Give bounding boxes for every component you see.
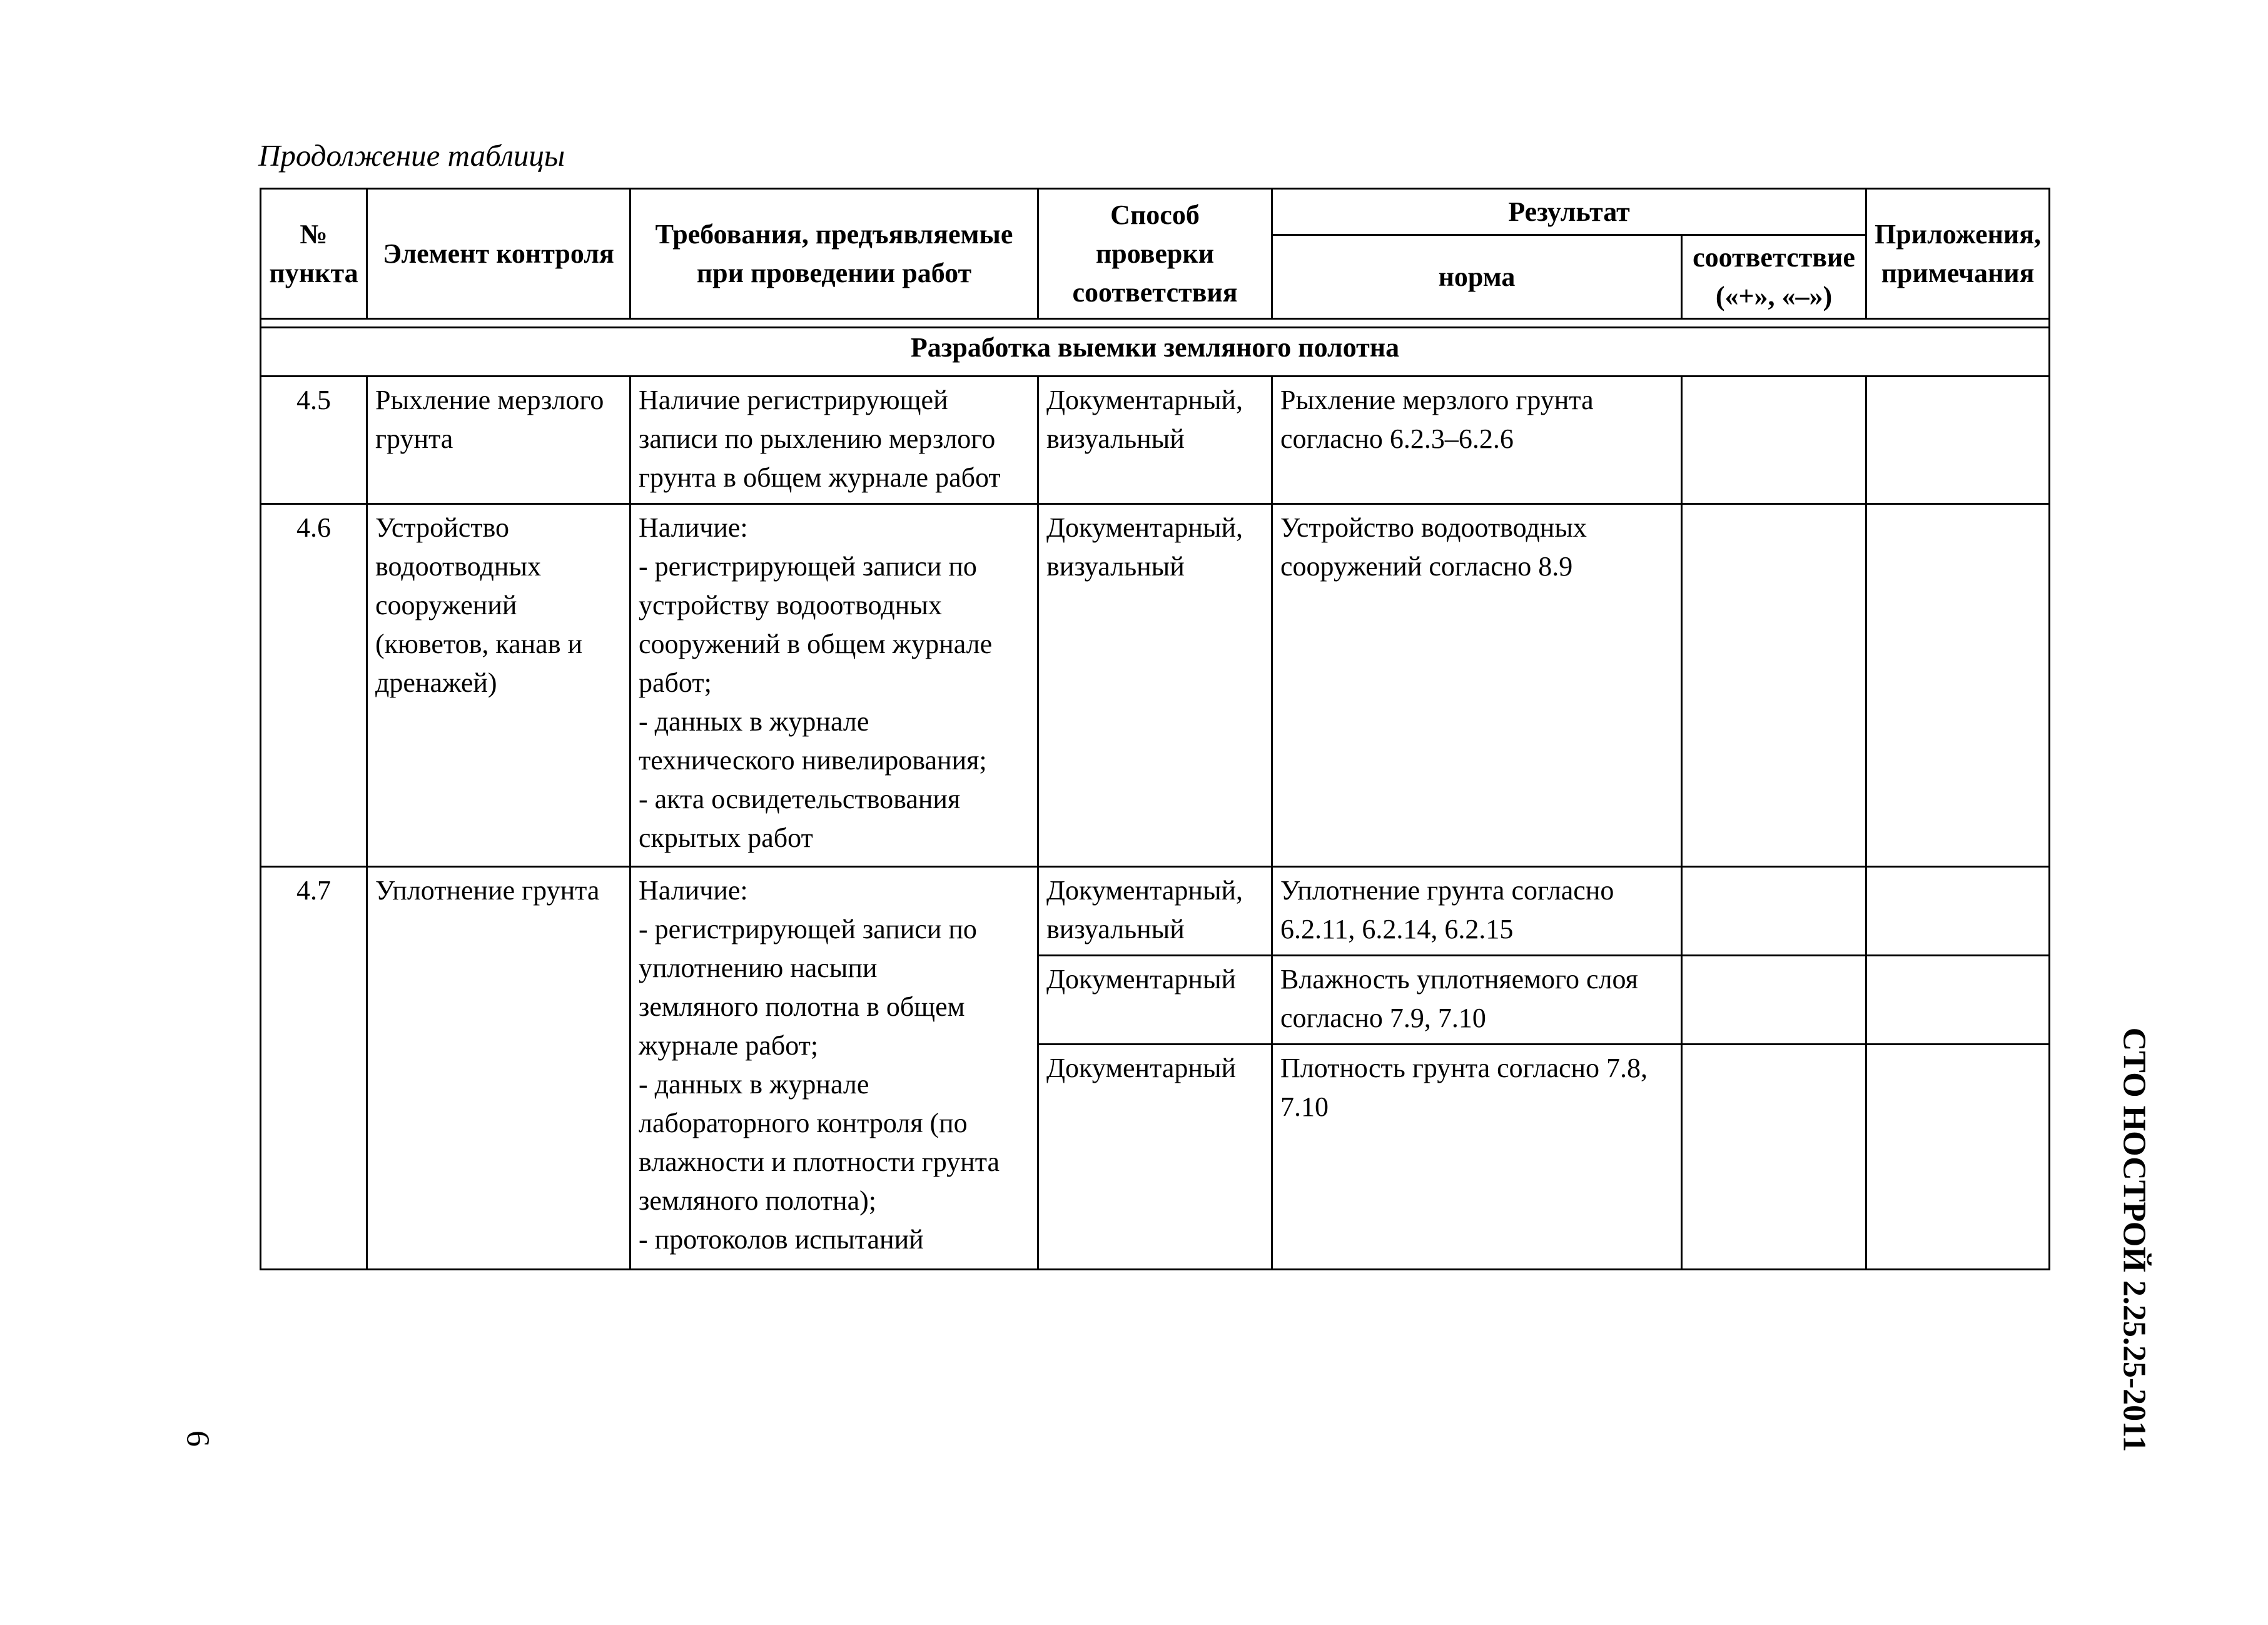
table-row bbox=[261, 377, 2050, 504]
header-compliance: соответствие («+», «–») bbox=[1682, 235, 1866, 319]
item-number: 4.7 bbox=[261, 867, 367, 1270]
document-code-text: СТО НОСТРОЙ 2.25.25-2011 bbox=[2116, 1027, 2152, 1452]
page-number bbox=[179, 1420, 216, 1457]
compliance-cell bbox=[1682, 867, 1866, 956]
compliance-cell bbox=[1682, 504, 1866, 867]
norm-cell: Рыхление мерзлого грунта согласно 6.2.3–6.2.6 bbox=[1272, 377, 1682, 504]
header-notes: Приложения, примечания bbox=[1866, 189, 2050, 319]
document-code bbox=[2115, 1027, 2153, 1452]
method-cell: Документарный, визуальный bbox=[1038, 867, 1272, 956]
header-separator bbox=[261, 319, 2050, 328]
table-row bbox=[261, 504, 2050, 867]
control-element: Устройство водоотводных сооружений (кюветов, канав и дренажей) bbox=[367, 504, 630, 867]
method-cell: Документарный, визуальный bbox=[1038, 377, 1272, 504]
page-number-text: 6 bbox=[180, 1430, 216, 1447]
notes-cell bbox=[1866, 956, 2050, 1045]
header-num: № пункта bbox=[261, 189, 367, 319]
header-requirements: Требования, предъявляемые при проведении работ bbox=[630, 189, 1038, 319]
notes-cell bbox=[1866, 377, 2050, 504]
table-continuation-caption: Продолжение таблицы bbox=[258, 138, 565, 173]
compliance-cell bbox=[1682, 377, 1866, 504]
method-cell: Документарный, визуальный bbox=[1038, 504, 1272, 867]
header-norm: норма bbox=[1272, 235, 1682, 319]
header-element: Элемент контроля bbox=[367, 189, 630, 319]
requirements-cell: Наличие регистрирующей записи по рыхлению мерзлого грунта в общем журнале работ bbox=[630, 377, 1038, 504]
item-number: 4.5 bbox=[261, 377, 367, 504]
section-title: Разработка выемки земляного полотна bbox=[261, 328, 2050, 377]
compliance-cell bbox=[1682, 956, 1866, 1045]
notes-cell bbox=[1866, 504, 2050, 867]
section-row bbox=[261, 328, 2050, 377]
norm-cell: Влажность уплотняемого слоя согласно 7.9, 7.10 bbox=[1272, 956, 1682, 1045]
control-element: Уплотнение грунта bbox=[367, 867, 630, 1270]
table-row bbox=[261, 867, 2050, 956]
control-table bbox=[260, 188, 2050, 1270]
norm-cell: Устройство водоотводных сооружений согласно 8.9 bbox=[1272, 504, 1682, 867]
method-cell: Документарный bbox=[1038, 956, 1272, 1045]
notes-cell bbox=[1866, 867, 2050, 956]
header-method: Способ проверки соответствия bbox=[1038, 189, 1272, 319]
norm-cell: Уплотнение грунта согласно 6.2.11, 6.2.14, 6.2.15 bbox=[1272, 867, 1682, 956]
header-row-1 bbox=[261, 189, 2050, 235]
requirements-cell: Наличие: - регистрирующей записи по уплотнению насыпи земляного полотна в общем журнале работ; - данных в журнале лабораторного контроля (по влажности и плотности грунта земляного полотна); - протоколов испытаний bbox=[630, 867, 1038, 1270]
method-cell: Документарный bbox=[1038, 1045, 1272, 1270]
header-result: Результат bbox=[1272, 189, 1866, 235]
item-number: 4.6 bbox=[261, 504, 367, 867]
notes-cell bbox=[1866, 1045, 2050, 1270]
compliance-cell bbox=[1682, 1045, 1866, 1270]
norm-cell: Плотность грунта согласно 7.8, 7.10 bbox=[1272, 1045, 1682, 1270]
requirements-cell: Наличие: - регистрирующей записи по устройству водоотводных сооружений в общем журнале работ; - данных в журнале технического нивелирования; - акта освидетельствования скрытых работ bbox=[630, 504, 1038, 867]
control-element: Рыхление мерзлого грунта bbox=[367, 377, 630, 504]
